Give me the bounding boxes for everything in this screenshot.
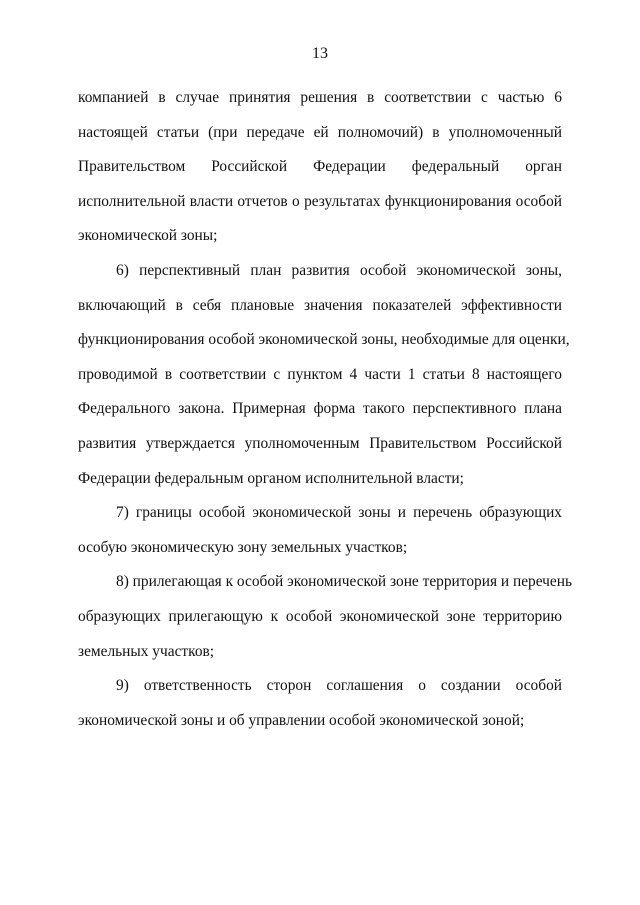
- text-line: 6) перспективный план развития особой экономической зоны,: [116, 261, 562, 279]
- paragraph-item-9: [78, 669, 562, 738]
- text-line: Федерального закона. Примерная форма такого перспективного плана: [78, 400, 562, 418]
- text-line: 9) ответственность сторон соглашения о создании особой: [116, 677, 562, 695]
- text-line: функционирования особой экономической зоны, необходимые для оценки,: [78, 331, 570, 349]
- text-line: экономической зоны и об управлении особой экономической зоной;: [78, 711, 525, 729]
- paragraph-continuation: [78, 81, 562, 254]
- text-line: Федерации федеральным органом исполнительной власти;: [78, 469, 464, 487]
- text-line: земельных участков;: [78, 642, 215, 660]
- text-line: проводимой в соответствии с пунктом 4 части 1 статьи 8 настоящего: [78, 365, 562, 383]
- text-line: развития утверждается уполномоченным Правительством Российской: [78, 434, 562, 452]
- text-line: компанией в случае принятия решения в соответствии с частью 6: [78, 89, 562, 106]
- text-line: исполнительной власти отчетов о результатах функционирования особой: [78, 192, 562, 210]
- text-line: экономической зоны;: [78, 227, 218, 245]
- paragraph-item-8: [78, 565, 572, 669]
- text-line: включающий в себя плановые значения показателей эффективности: [78, 296, 562, 314]
- text-line: 7) границы особой экономической зоны и перечень образующих: [116, 504, 562, 522]
- paragraph-item-7: [78, 496, 562, 565]
- text-line: особую экономическую зону земельных участков;: [78, 538, 408, 556]
- text-line: 8) прилегающая к особой экономической зоне территория и перечень: [116, 573, 572, 591]
- text-line: образующих прилегающую к особой экономической зоне территорию: [78, 607, 562, 625]
- document-body: [78, 81, 572, 738]
- page-number: 13: [312, 45, 328, 62]
- text-line: Правительством Российской Федерации федеральный орган: [78, 158, 562, 176]
- text-line: настоящей статьи (при передаче ей полномочий) в уполномоченный: [78, 123, 562, 141]
- paragraph-item-6: [78, 254, 570, 496]
